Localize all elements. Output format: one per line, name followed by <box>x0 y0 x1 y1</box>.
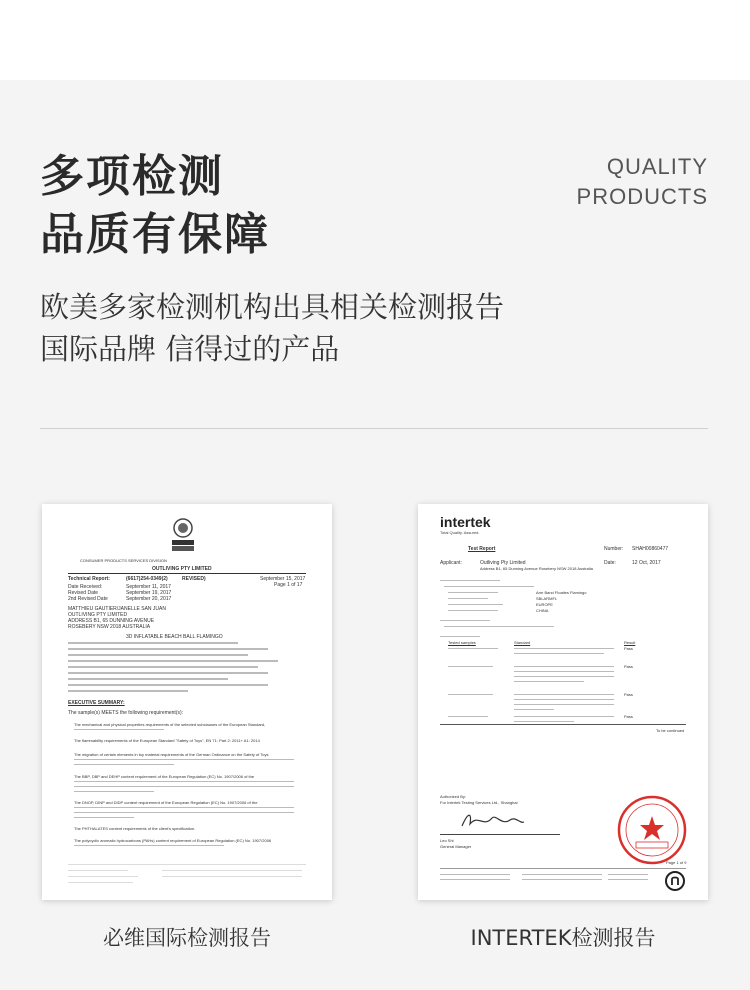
summary-item: The flammability requirements of the European Standard "Safety of Toys", EN 71: Part 2: 2011+ A1: 2014 <box>74 738 260 743</box>
row-label: 2nd Revised Date <box>68 596 108 602</box>
subtext-line-2: 国际品牌 信得过的产品 <box>40 332 340 366</box>
signer-name: Leo Shi <box>440 838 454 843</box>
quality-line-2: PRODUCTS <box>576 184 708 209</box>
summary-title: EXECUTIVE SUMMARY: <box>68 700 125 706</box>
date-label: Date: <box>604 560 616 566</box>
address-line: MATTHIEU GAUTIER/JANELLE SAN JUAN <box>68 606 166 612</box>
exported-to: EUROPE <box>536 602 553 607</box>
bureau-veritas-logo-icon <box>170 518 196 552</box>
summary-item: The DNOP, DINP and DIDP content requirement of the European Regulation (EC) No. 1907/2006 of the <box>74 800 258 805</box>
report-date: 12 Oct, 2017 <box>632 560 661 566</box>
report-number: (6617)254-0349(2) <box>126 576 168 582</box>
table-head: Standard <box>514 640 531 645</box>
summary-item: The mechanical and physical properties requirements of the selected subclauses of the European Standard, <box>74 722 266 727</box>
result-pass: Pass <box>624 692 633 697</box>
summary-item: The polycyclic aromatic hydrocarbons (PAHs) content requirement of European Regulation (EC) No. 1907/2006 <box>74 838 272 843</box>
result-pass: Pass <box>624 646 633 651</box>
row-value: September 11, 2017 <box>126 584 171 590</box>
report-date: September 15, 2017 <box>260 576 306 582</box>
caption-bureau-veritas: 必维国际检测报告 <box>103 926 271 950</box>
headline <box>40 148 270 264</box>
item-number: SBLARMFL <box>536 596 558 601</box>
division-label: CONSUMER PRODUCTS SERVICES DIVISION <box>80 558 167 563</box>
signer-title: General Manager <box>440 844 472 849</box>
intertek-tagline: Total Quality. Assured. <box>440 530 480 535</box>
sample-description: 3D INFLATABLE BEACH BALL FLAMINGO <box>126 634 223 640</box>
row-label: Date Received: <box>68 584 103 590</box>
applicant-address: Address B1, 65 Dunning Avenue Rosebery NSW 2018 Australia <box>480 566 593 571</box>
row-value: September 19, 2017 <box>126 590 172 596</box>
intertek-report-image <box>418 504 708 900</box>
divider <box>40 428 708 429</box>
report-number: SHAH00860477 <box>632 546 669 552</box>
summary-item: The BBP, DBP and DEHP content requirement of the European Regulation (EC) No. 1907/2006 of the <box>74 774 255 779</box>
official-stamp-icon <box>616 794 688 866</box>
for-company: For Intertek Testing Services Ltd., Shanghai <box>440 800 518 805</box>
subtext-line-1: 欧美多家检测机构出具相关检测报告 <box>40 290 505 324</box>
address-line: OUTLIVING PTY LIMITED <box>68 612 128 618</box>
quality-products-label <box>577 152 708 212</box>
applicant-name: Outliving Pty Limited <box>480 560 526 566</box>
table-head: Tested samples <box>448 640 476 645</box>
table-head: Result <box>624 640 636 645</box>
applicant-label: Applicant: <box>440 560 462 566</box>
headline-line-2: 品质有保障 <box>40 209 270 260</box>
bureau-veritas-report-image <box>42 504 332 900</box>
test-report-title: Test Report <box>468 546 496 552</box>
summary-item: The PHTHALATES content requirements of the client's specification. <box>74 826 196 831</box>
summary-item: The migration of certain elements in toy material requirements of the German Ordinance on the Safety of Toys <box>74 752 269 757</box>
address-line: ROSEBERY NSW 2018 AUSTRALIA <box>68 624 151 630</box>
authorized-by: Authorized By: <box>440 794 467 799</box>
row-value: September 20, 2017 <box>126 596 172 602</box>
to-be-continued: To be continued <box>656 728 685 733</box>
intertek-circle-logo-icon <box>664 870 686 892</box>
subtext <box>40 286 504 370</box>
item-name: Arm Band Floaties Flamingo <box>536 590 587 595</box>
report-label: Technical Report: <box>68 576 110 582</box>
row-label: Revised Date <box>68 590 99 596</box>
caption-intertek: INTERTEK检测报告 <box>470 926 656 950</box>
number-label: Number: <box>604 546 624 552</box>
report-revised: REVISED) <box>182 576 206 582</box>
report-page: Page 1 of 17 <box>274 582 303 588</box>
summary-intro: The sample(s) MEETS the following requirement(s): <box>68 710 184 716</box>
intertek-logo: intertek <box>440 514 491 530</box>
quality-line-1: QUALITY <box>606 154 708 179</box>
address-line: ADDRESS B1, 65 DUNNING AVENUE <box>68 618 155 624</box>
result-pass: Pass <box>624 714 633 719</box>
page-number: Page 1 of 9 <box>666 860 687 865</box>
signature-icon <box>458 806 528 834</box>
company-title: OUTLIVING PTY LIMITED <box>152 566 212 572</box>
result-pass: Pass <box>624 664 633 669</box>
headline-line-1: 多项检测 <box>40 151 224 202</box>
country-of-origin: CHINA <box>536 608 549 613</box>
